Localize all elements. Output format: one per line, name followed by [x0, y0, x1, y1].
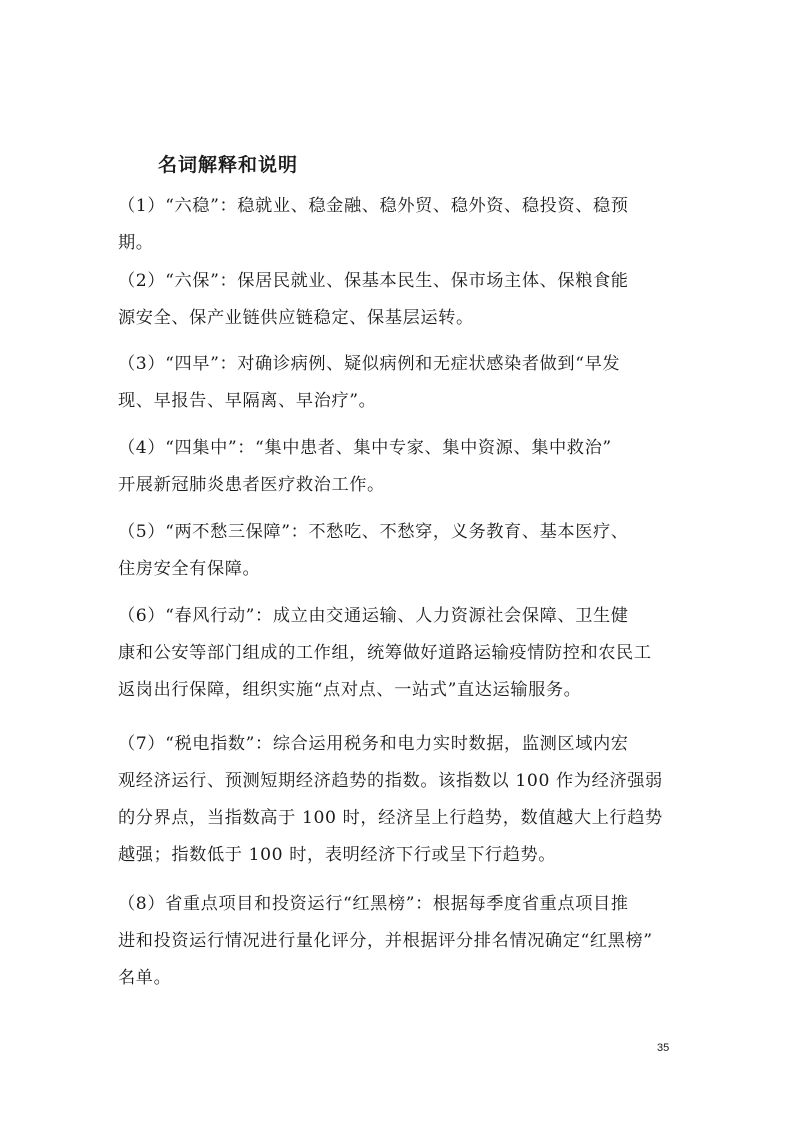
entry-line: （3）“四早”：对确诊病例、疑似病例和无症状感染者做到“早发 [118, 354, 621, 374]
section-heading: 名词解释和说明 [158, 154, 299, 176]
entry-line: 住房安全有保障。 [118, 559, 261, 579]
entry-line: 现、早报告、早隔离、早治疗”。 [118, 391, 377, 411]
entry-si-zao [118, 346, 678, 420]
entry-line: 名单。 [118, 968, 172, 988]
entry-line: 康和公安等部门组成的工作组，统筹做好道路运输疫情防控和农民工 [118, 643, 652, 663]
entry-si-jizhong [118, 430, 678, 504]
entry-line: 越强；指数低于 100 时，表明经济下行或呈下行趋势。 [118, 845, 557, 865]
entry-line: （7）“税电指数”：综合运用税务和电力实时数据，监测区域内宏 [118, 734, 629, 754]
entry-line: （1）“六稳”：稳就业、稳金融、稳外贸、稳外资、稳投资、稳预 [118, 196, 629, 216]
entry-line: 返岗出行保障，组织实施“点对点、一站式”直达运输服务。 [118, 680, 582, 700]
entry-liang-bu-chou-san-baozhang [118, 514, 678, 588]
entry-shui-dian-zhishu [118, 726, 678, 874]
entry-line: 期。 [118, 233, 154, 253]
entry-line: 的分界点，当指数高于 100 时，经济呈上行趋势，数值越大上行趋势 [118, 808, 663, 828]
page-number: 35 [657, 1042, 670, 1054]
entry-chunfeng-xingdong [118, 598, 678, 709]
entry-line: 源安全、保产业链供应链稳定、保基层运转。 [118, 308, 474, 328]
entry-line: （4）“四集中”：“集中患者、集中专家、集中资源、集中救治” [118, 438, 612, 458]
entry-line: （5）“两不愁三保障”：不愁吃、不愁穿，义务教育、基本医疗、 [118, 522, 629, 542]
entry-line: （6）“春风行动”：成立由交通运输、人力资源社会保障、卫生健 [118, 606, 629, 626]
entry-line: 开展新冠肺炎患者医疗救治工作。 [118, 475, 385, 495]
entry-line: （8）省重点项目和投资运行“红黑榜”：根据每季度省重点项目推 [118, 894, 629, 914]
entry-liu-bao [118, 263, 678, 337]
entry-liu-wen [118, 188, 678, 262]
entry-line: （2）“六保”：保居民就业、保基本民生、保市场主体、保粮食能 [118, 271, 629, 291]
entry-line: 进和投资运行情况进行量化评分，并根据评分排名情况确定“红黑榜” [118, 931, 653, 951]
entry-hong-hei-bang [118, 886, 678, 997]
entry-line: 观经济运行、预测短期经济趋势的指数。该指数以 100 作为经济强弱 [118, 771, 663, 791]
